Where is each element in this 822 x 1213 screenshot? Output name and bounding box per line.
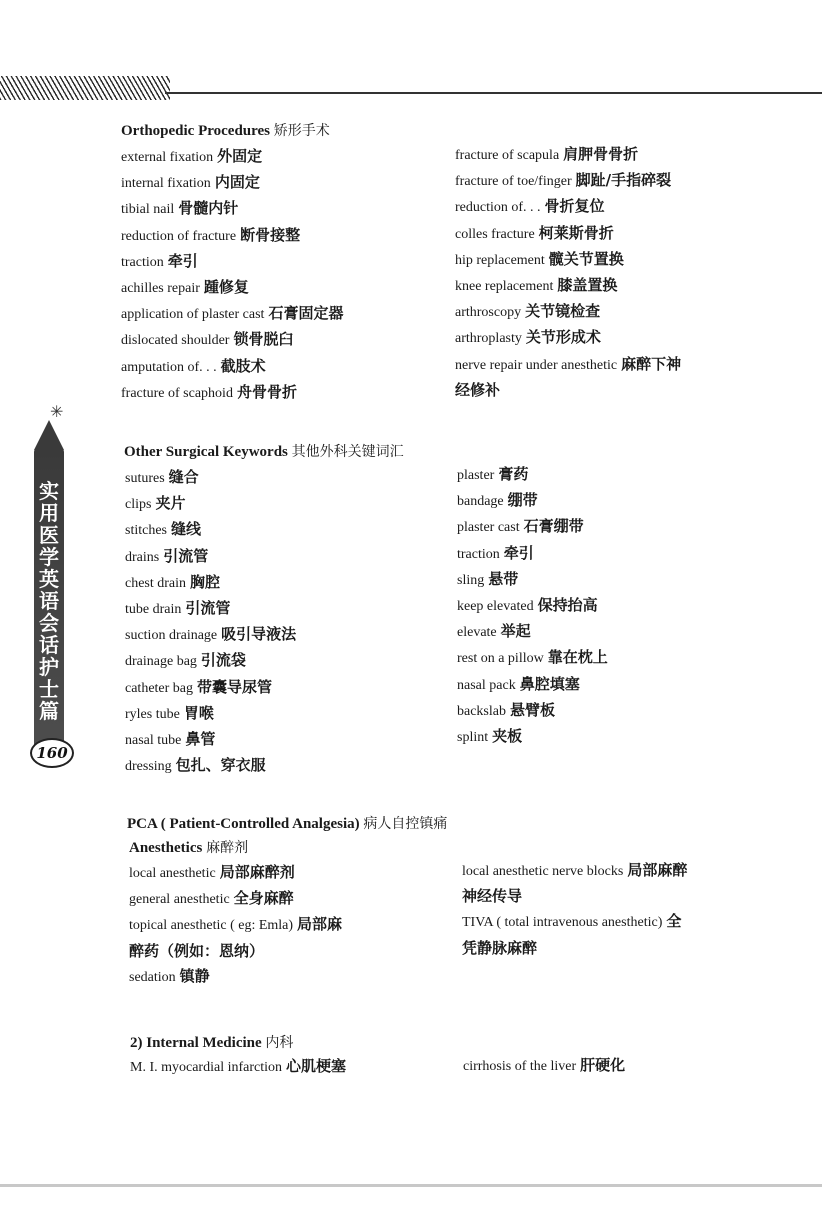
list-item: dislocated shoulder 锁骨脱臼 xyxy=(121,330,294,349)
list-item: topical anesthetic ( eg: Emla) 局部麻 xyxy=(129,915,343,934)
list-item: tube drain 引流管 xyxy=(125,599,231,618)
list-item: tibial nail 骨髓内针 xyxy=(121,199,239,218)
heading-zh: 其他外科关键词汇 xyxy=(291,444,404,460)
list-item: drainage bag 引流袋 xyxy=(125,651,246,670)
heading-en: PCA ( Patient-Controlled Analgesia) xyxy=(127,816,360,832)
header-hatch-decoration xyxy=(0,76,170,100)
section-heading-orthopedic xyxy=(121,120,330,140)
list-item-wrap: 神经传导 xyxy=(462,887,523,906)
list-item: achilles repair 踵修复 xyxy=(121,278,249,297)
list-item: chest drain 胸腔 xyxy=(125,572,221,591)
arrow-up-icon xyxy=(34,420,64,450)
list-item: application of plaster cast 石膏固定器 xyxy=(121,304,344,323)
page-number: 160 xyxy=(30,738,74,768)
heading-en: Anesthetics xyxy=(129,840,203,856)
list-item: backslab 悬臂板 xyxy=(457,700,555,719)
spark-icon: ✳ xyxy=(50,402,64,421)
heading-en: Other Surgical Keywords xyxy=(124,444,288,460)
list-item: suction drainage 吸引导液法 xyxy=(125,625,297,644)
list-item: hip replacement 髋关节置换 xyxy=(455,249,624,268)
list-item-wrap: 经修补 xyxy=(455,380,501,399)
heading-zh: 病人自控镇痛 xyxy=(363,816,448,832)
list-item-wrap: 醉药（例如：恩纳） xyxy=(129,941,265,960)
list-item: fracture of scapula 肩胛骨骨折 xyxy=(455,145,639,163)
list-item: fracture of scaphoid 舟骨骨折 xyxy=(121,382,297,401)
book-title: 实用医学英语会话 护士篇 xyxy=(39,479,59,723)
heading-en: Orthopedic Procedures xyxy=(121,123,271,139)
anesthetics-right-column xyxy=(462,858,687,961)
list-item: rest on a pillow 靠在枕上 xyxy=(457,648,608,667)
list-item: nerve repair under anesthetic 麻醉下神 xyxy=(455,354,682,373)
list-item: fracture of toe/finger 脚趾/手指碎裂 xyxy=(455,171,672,190)
list-item: reduction of. . . 骨折复位 xyxy=(455,197,605,216)
section-heading-pca xyxy=(127,813,447,833)
list-item: general anesthetic 全身麻醉 xyxy=(129,889,294,908)
list-item: local anesthetic 局部麻醉剂 xyxy=(129,863,295,881)
list-item: local anesthetic nerve blocks 局部麻醉 xyxy=(462,861,688,879)
list-item: splint 夹板 xyxy=(457,727,523,746)
list-item: sedation 镇静 xyxy=(129,966,210,985)
list-item: colles fracture 柯莱斯骨折 xyxy=(455,223,614,242)
section-heading-other-surgical xyxy=(124,441,404,461)
list-item: drains 引流管 xyxy=(125,546,209,565)
list-item: reduction of fracture 断骨接整 xyxy=(121,225,301,244)
list-item: external fixation 外固定 xyxy=(121,147,263,165)
list-item: traction 牵引 xyxy=(457,543,534,562)
list-item: plaster 膏药 xyxy=(457,465,529,483)
list-item: clips 夹片 xyxy=(125,494,186,513)
list-item: sling 悬带 xyxy=(457,569,519,588)
anesthetics-left-column xyxy=(129,860,342,990)
internal-medicine-right-column xyxy=(463,1053,625,1079)
list-item: bandage 绷带 xyxy=(457,491,538,510)
list-item: nasal tube 鼻管 xyxy=(125,730,216,749)
list-item: dressing 包扎、穿衣服 xyxy=(125,756,266,775)
list-item: plaster cast 石膏绷带 xyxy=(457,517,584,536)
list-item: keep elevated 保持抬高 xyxy=(457,596,598,615)
list-item: internal fixation 内固定 xyxy=(121,173,260,192)
subheading-anesthetics xyxy=(129,837,248,857)
surgical-right-column xyxy=(457,462,608,750)
list-item: nasal pack 鼻腔填塞 xyxy=(457,674,580,693)
list-item: traction 牵引 xyxy=(121,251,198,270)
list-item-wrap: 凭静脉麻醉 xyxy=(462,938,538,957)
list-item: sutures 缝合 xyxy=(125,468,199,486)
heading-zh: 矫形手术 xyxy=(273,123,330,139)
list-item: arthroplasty 关节形成术 xyxy=(455,328,601,347)
list-item: M. I. myocardial infarction 心肌梗塞 xyxy=(130,1057,347,1075)
list-item: elevate 举起 xyxy=(457,622,531,641)
internal-medicine-left-column xyxy=(130,1054,346,1080)
list-item: amputation of. . . 截肢术 xyxy=(121,356,266,375)
side-tab xyxy=(28,402,78,782)
heading-en: 2) Internal Medicine xyxy=(130,1035,262,1051)
surgical-left-column xyxy=(125,465,296,779)
list-item: stitches 缝线 xyxy=(125,520,202,539)
section-heading-internal-medicine xyxy=(130,1032,293,1052)
footer-rule xyxy=(0,1184,822,1187)
list-item: arthroscopy 关节镜检查 xyxy=(455,302,601,321)
header-rule xyxy=(165,92,822,94)
list-item: ryles tube 胃喉 xyxy=(125,703,214,722)
list-item: TIVA ( total intravenous anesthetic) 全 xyxy=(462,912,682,931)
heading-zh: 麻醉剂 xyxy=(206,840,249,856)
orthopedic-right-column xyxy=(455,142,681,403)
heading-zh: 内科 xyxy=(265,1035,294,1051)
list-item: cirrhosis of the liver 肝硬化 xyxy=(463,1056,626,1074)
list-item: knee replacement 膝盖置换 xyxy=(455,276,618,295)
orthopedic-left-column xyxy=(121,144,343,406)
list-item: catheter bag 带囊导尿管 xyxy=(125,677,273,696)
